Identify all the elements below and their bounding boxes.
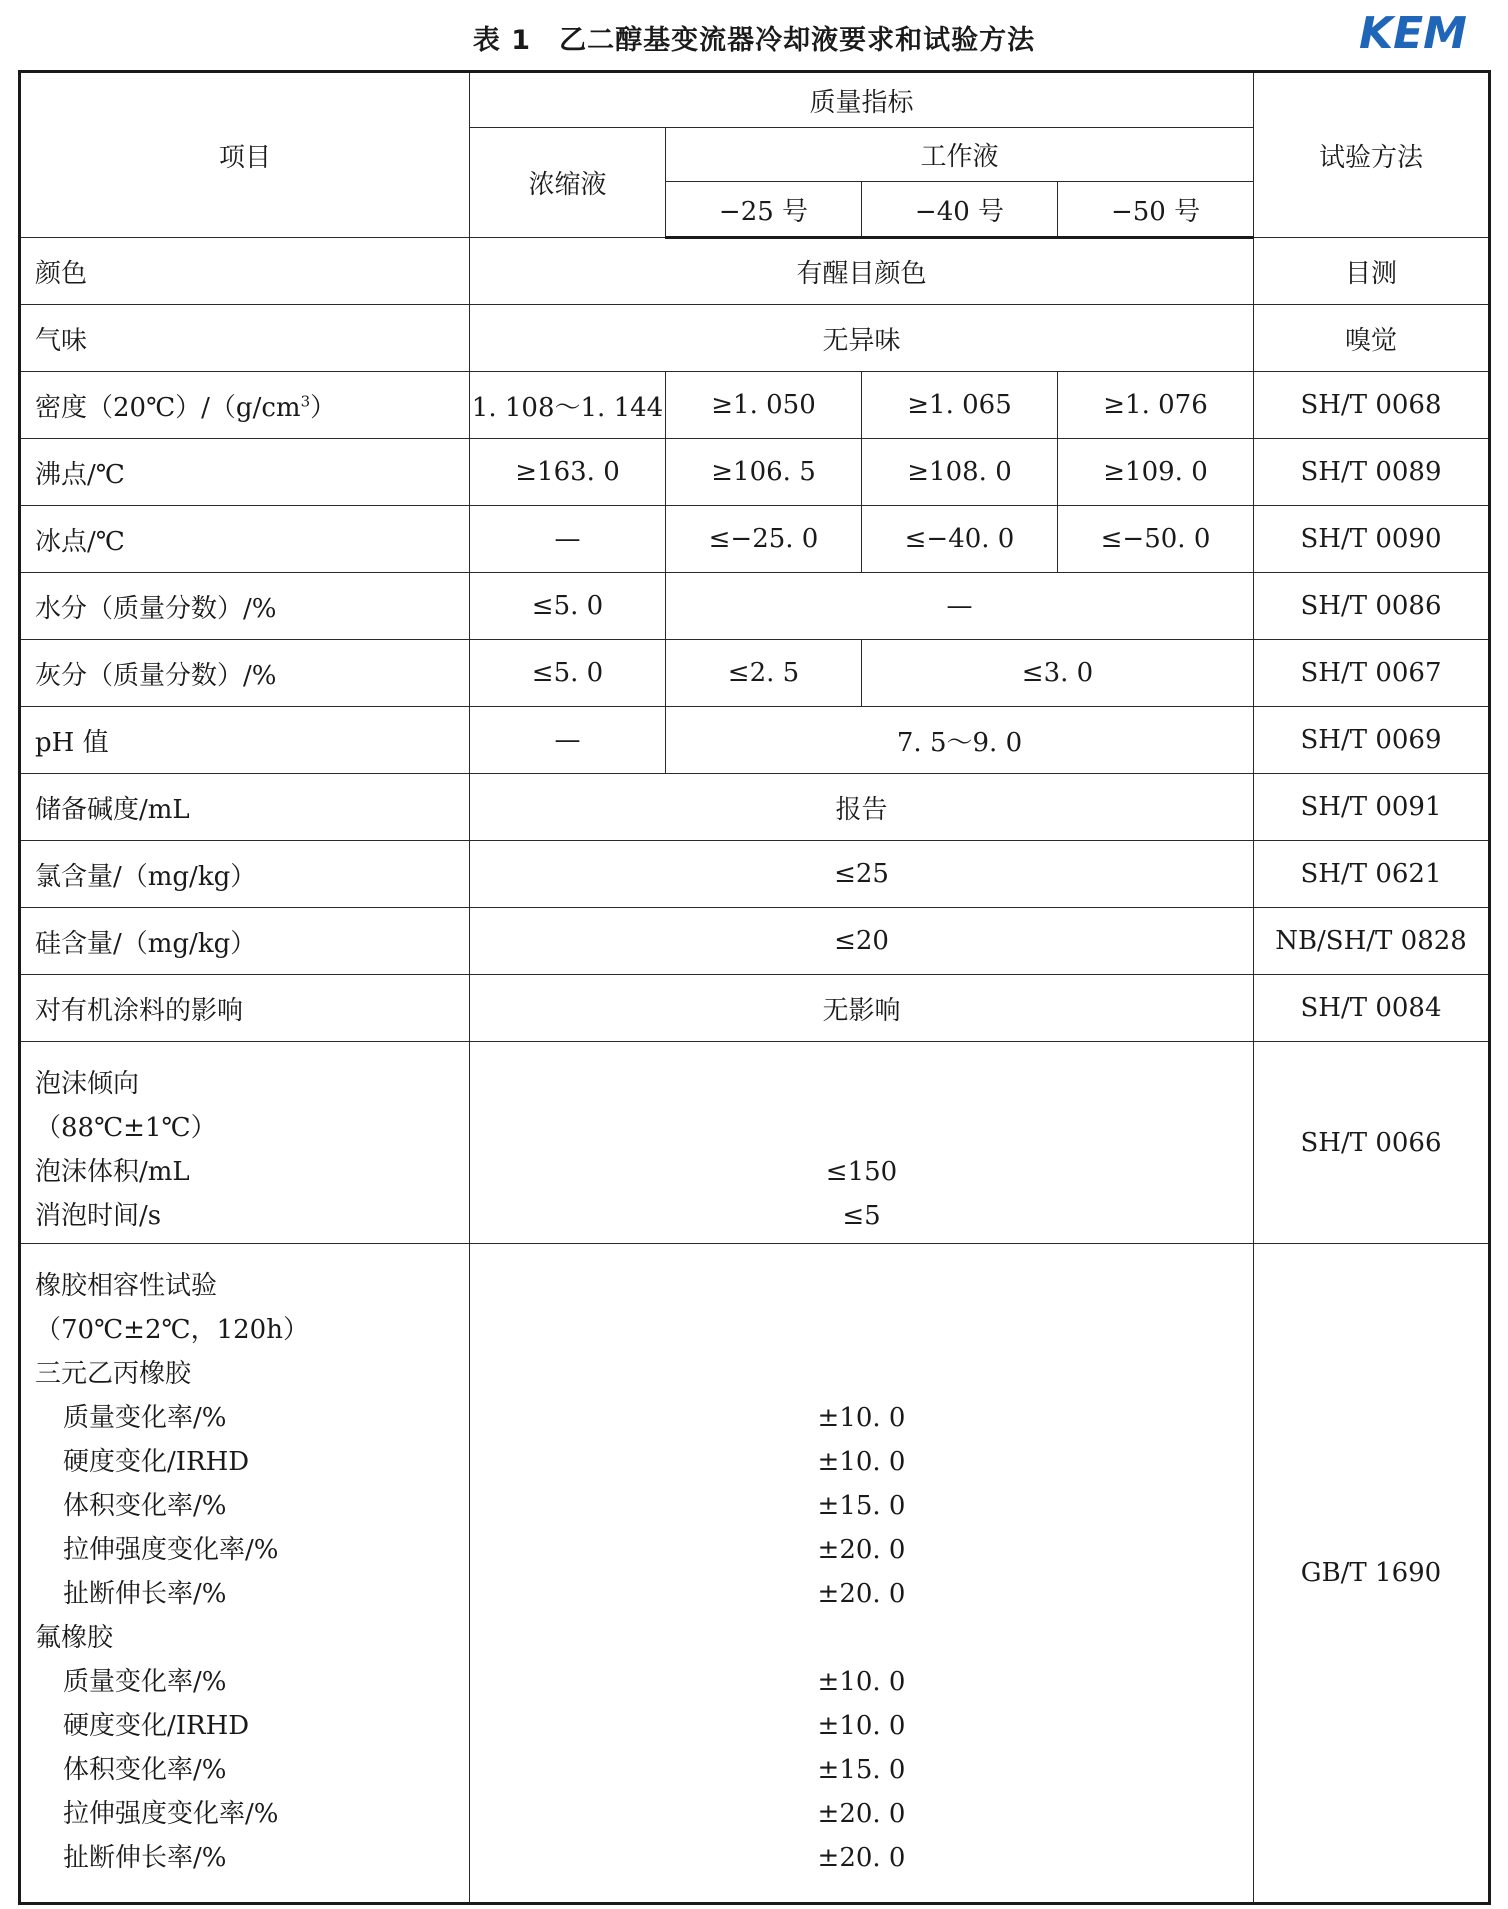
method-ash: SH/T 0067 <box>1254 640 1490 707</box>
row-label-coating: 对有机涂料的影响 <box>20 975 470 1042</box>
table-row <box>20 305 1490 372</box>
method-boiling: SH/T 0089 <box>1254 439 1490 506</box>
water-working: — <box>666 573 1254 640</box>
method-odor: 嗅觉 <box>1254 305 1490 372</box>
fkm-item: 质量变化率/% <box>63 1667 227 1697</box>
method-freezing: SH/T 0090 <box>1254 506 1490 573</box>
method-alkalinity: SH/T 0091 <box>1254 774 1490 841</box>
value-silicon: ≤20 <box>470 908 1254 975</box>
density-grade-40: ≥1. 065 <box>862 372 1058 439</box>
header-grade-25: −25 号 <box>666 182 862 238</box>
kem-logo-text: KEM <box>1359 8 1467 59</box>
row-label-density: 密度$(20℃)/(g/cm^3)$ <box>20 372 470 439</box>
value-odor: 无异味 <box>470 305 1254 372</box>
epdm-item: 扯断伸长率/% <box>63 1579 227 1609</box>
table-row <box>20 707 1490 774</box>
row-label-freezing: 冰点/℃ <box>20 506 470 573</box>
value-coating: 无影响 <box>470 975 1254 1042</box>
header-item: 项目 <box>20 72 470 238</box>
value-chlorine: ≤25 <box>470 841 1254 908</box>
epdm-value: ±20. 0 <box>817 1535 906 1565</box>
row-label-rubber <box>20 1244 470 1904</box>
boiling-grade-25: ≥106. 5 <box>666 439 862 506</box>
table-row <box>20 573 1490 640</box>
boiling-concentrate: ≥163. 0 <box>470 439 666 506</box>
foam-label-3: 泡沫体积/mL <box>35 1157 190 1187</box>
table-row <box>20 1244 1490 1904</box>
value-foam <box>470 1042 1254 1244</box>
ph-concentrate: — <box>470 707 666 774</box>
value-alkalinity: 报告 <box>470 774 1254 841</box>
rubber-label-1: 橡胶相容性试验 <box>35 1271 218 1301</box>
row-label-water: 水分（质量分数）/% <box>20 573 470 640</box>
epdm-item: 硬度变化/IRHD <box>63 1447 250 1477</box>
fkm-value: ±10. 0 <box>817 1711 906 1741</box>
fkm-value: ±20. 0 <box>817 1843 906 1873</box>
ph-working: 7. 5～9. 0 <box>666 707 1254 774</box>
epdm-item: 质量变化率/% <box>63 1403 227 1433</box>
table-row <box>20 238 1490 305</box>
kem-logo <box>1355 2 1485 60</box>
density-grade-50: ≥1. 076 <box>1058 372 1254 439</box>
water-concentrate: ≤5. 0 <box>470 573 666 640</box>
fkm-item: 体积变化率/% <box>63 1755 227 1785</box>
header-method: 试验方法 <box>1254 72 1490 238</box>
row-label-ph: pH 值 <box>20 707 470 774</box>
epdm-item: 体积变化率/% <box>63 1491 227 1521</box>
header-working: 工作液 <box>666 128 1254 182</box>
epdm-value: ±10. 0 <box>817 1403 906 1433</box>
freezing-grade-40: ≤−40. 0 <box>862 506 1058 573</box>
foam-time-value: ≤5 <box>842 1201 881 1231</box>
header-quality: 质量指标 <box>470 72 1254 128</box>
row-label-chlorine: 氯含量/（mg/kg） <box>20 841 470 908</box>
method-chlorine: SH/T 0621 <box>1254 841 1490 908</box>
foam-label-4: 消泡时间/s <box>35 1201 162 1231</box>
rubber-fkm-label: 氟橡胶 <box>35 1623 114 1653</box>
method-silicon: NB/SH/T 0828 <box>1254 908 1490 975</box>
method-coating: SH/T 0084 <box>1254 975 1490 1042</box>
method-foam: SH/T 0066 <box>1254 1042 1490 1244</box>
table-row <box>20 439 1490 506</box>
table-row <box>20 1042 1490 1244</box>
freezing-grade-50: ≤−50. 0 <box>1058 506 1254 573</box>
boiling-grade-50: ≥109. 0 <box>1058 439 1254 506</box>
row-label-odor: 气味 <box>20 305 470 372</box>
epdm-item: 拉伸强度变化率/% <box>63 1535 279 1565</box>
method-rubber: GB/T 1690 <box>1254 1244 1490 1904</box>
foam-volume-value: ≤150 <box>825 1157 898 1187</box>
fkm-value: ±10. 0 <box>817 1667 906 1697</box>
table-row <box>20 372 1490 439</box>
fkm-item: 拉伸强度变化率/% <box>63 1799 279 1829</box>
ash-concentrate: ≤5. 0 <box>470 640 666 707</box>
fkm-value: ±20. 0 <box>817 1799 906 1829</box>
method-density: SH/T 0068 <box>1254 372 1490 439</box>
freezing-concentrate: — <box>470 506 666 573</box>
epdm-value: ±20. 0 <box>817 1579 906 1609</box>
row-label-silicon: 硅含量/（mg/kg） <box>20 908 470 975</box>
foam-label-1: 泡沫倾向 <box>35 1069 140 1099</box>
fkm-item: 硬度变化/IRHD <box>63 1711 250 1741</box>
method-ph: SH/T 0069 <box>1254 707 1490 774</box>
rubber-label-2: （70℃±2℃，120h） <box>35 1315 309 1345</box>
foam-label-2: （88℃±1℃） <box>35 1113 217 1143</box>
table-row <box>20 975 1490 1042</box>
method-water: SH/T 0086 <box>1254 573 1490 640</box>
method-color: 目测 <box>1254 238 1490 305</box>
header-concentrate: 浓缩液 <box>470 128 666 238</box>
coolant-spec-table <box>18 70 1491 1905</box>
fkm-item: 扯断伸长率/% <box>63 1843 227 1873</box>
density-concentrate: 1. 108～1. 144 <box>470 372 666 439</box>
row-label-ash: 灰分（质量分数）/% <box>20 640 470 707</box>
table-row <box>20 908 1490 975</box>
value-color: 有醒目颜色 <box>470 238 1254 305</box>
row-label-boiling: 沸点/℃ <box>20 439 470 506</box>
epdm-value: ±10. 0 <box>817 1447 906 1477</box>
value-rubber <box>470 1244 1254 1904</box>
fkm-value: ±15. 0 <box>817 1755 906 1785</box>
density-grade-25: ≥1. 050 <box>666 372 862 439</box>
ash-grade-25: ≤2. 5 <box>666 640 862 707</box>
row-label-alkalinity: 储备碱度/mL <box>20 774 470 841</box>
ash-grade-40-50: ≤3. 0 <box>862 640 1254 707</box>
table-row <box>20 841 1490 908</box>
table-row <box>20 774 1490 841</box>
epdm-value: ±15. 0 <box>817 1491 906 1521</box>
table-row <box>20 640 1490 707</box>
table-row <box>20 506 1490 573</box>
freezing-grade-25: ≤−25. 0 <box>666 506 862 573</box>
row-label-color: 颜色 <box>20 238 470 305</box>
boiling-grade-40: ≥108. 0 <box>862 439 1058 506</box>
row-label-foam <box>20 1042 470 1244</box>
header-grade-40: −40 号 <box>862 182 1058 238</box>
table-title: 表 1 乙二醇基变流器冷却液要求和试验方法 <box>472 25 1036 56</box>
header-grade-50: −50 号 <box>1058 182 1254 238</box>
rubber-epdm-label: 三元乙丙橡胶 <box>35 1359 192 1389</box>
